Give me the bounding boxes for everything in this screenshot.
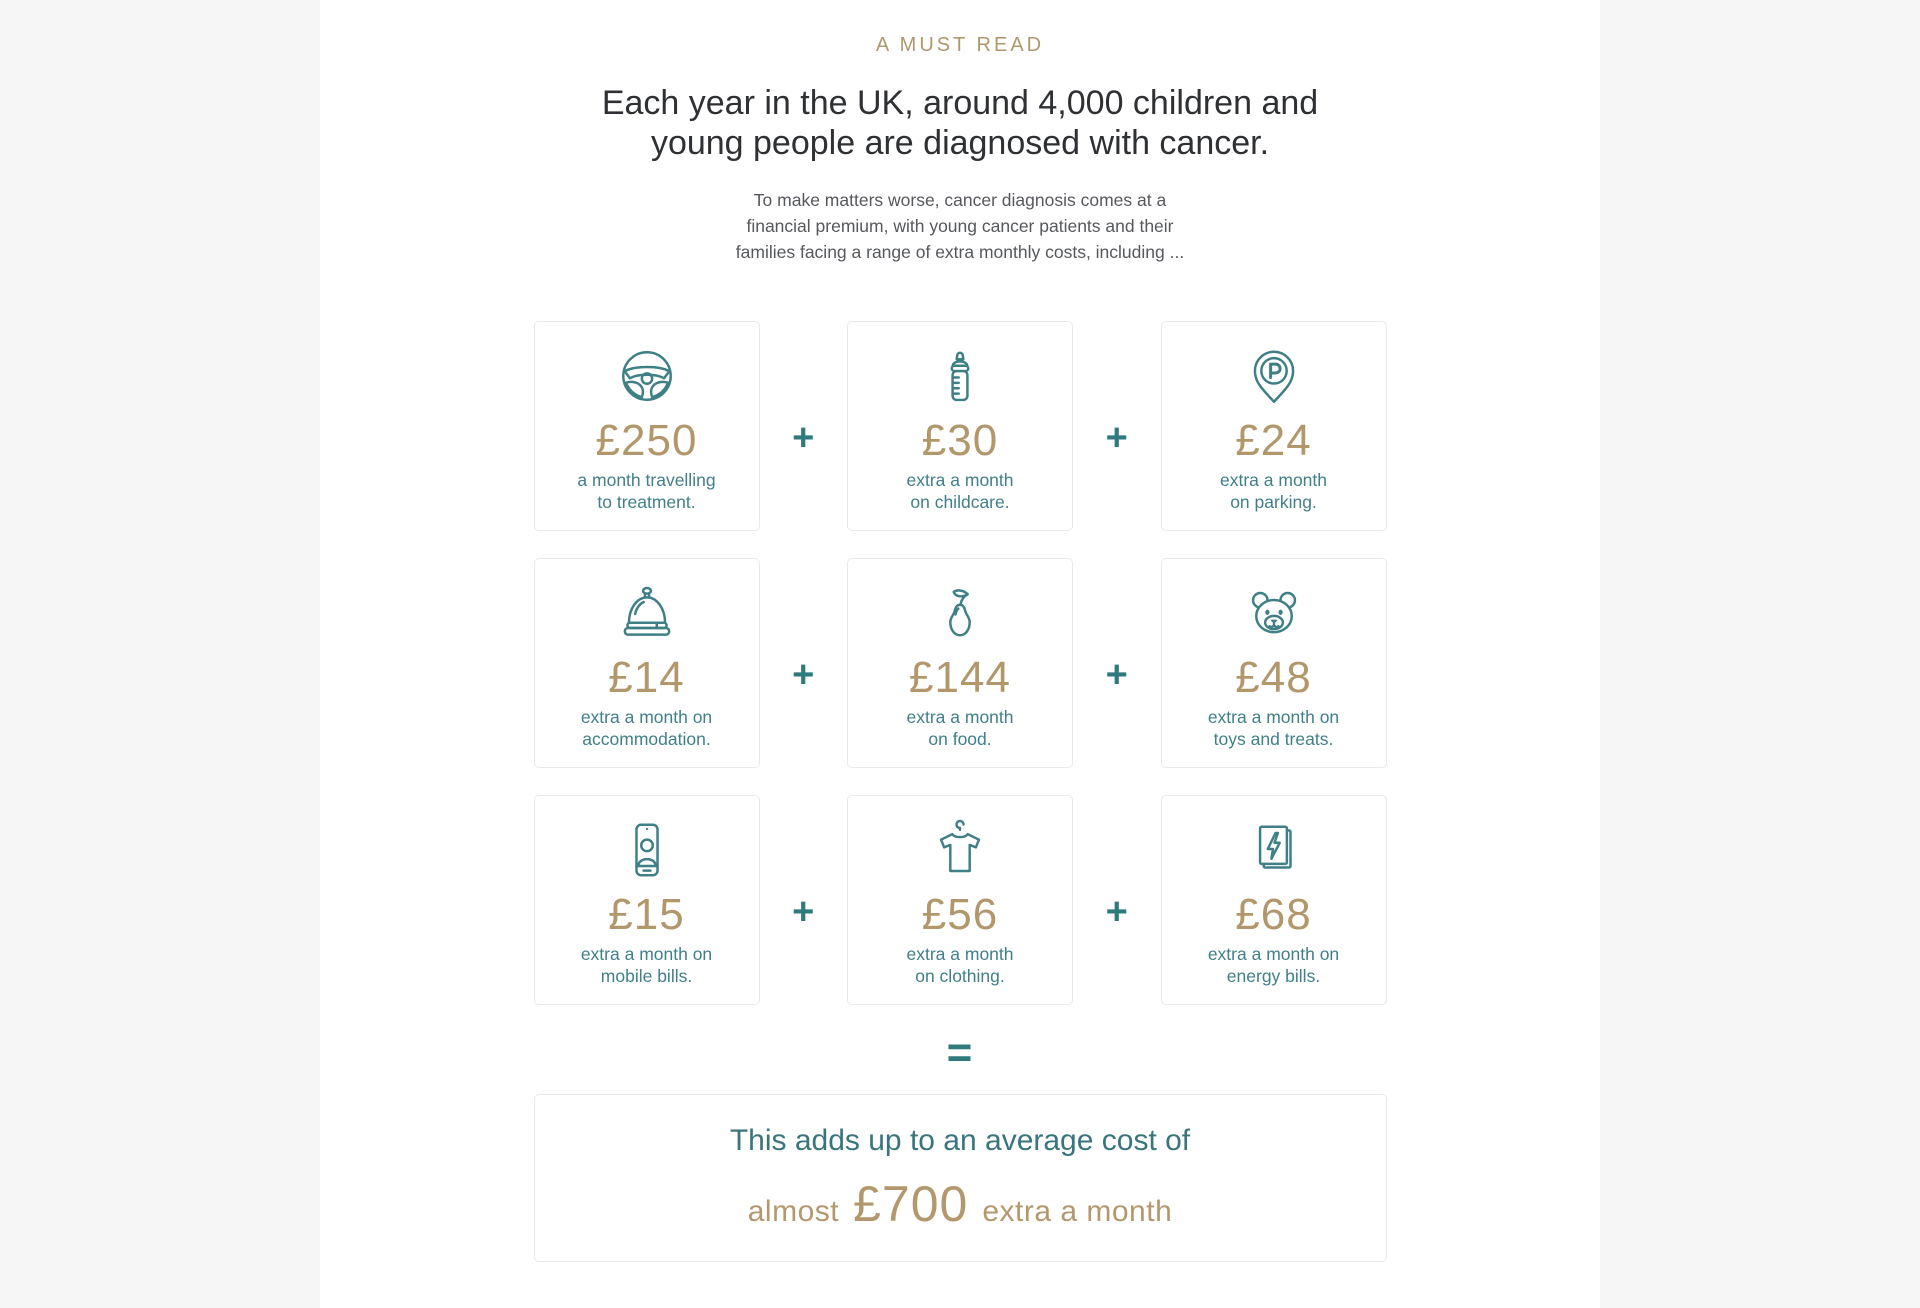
cost-description-line1: extra a month on bbox=[1207, 944, 1340, 964]
cost-description bbox=[535, 943, 759, 987]
cost-description-line1: extra a month on bbox=[580, 944, 713, 964]
cost-description bbox=[1162, 943, 1386, 987]
cost-card-icon-box bbox=[848, 342, 1072, 410]
page-subtitle bbox=[320, 187, 1600, 265]
cost-description-line1: extra a month bbox=[906, 707, 1014, 727]
service-bell-icon bbox=[614, 580, 680, 646]
cost-card-icon-box bbox=[848, 579, 1072, 647]
cost-card-icon-box bbox=[1162, 579, 1386, 647]
page-title-line2: young people are diagnosed with cancer. bbox=[650, 124, 1270, 162]
page-subtitle-line3: families facing a range of extra monthly costs, including ... bbox=[735, 242, 1185, 262]
cost-card-icon-box bbox=[535, 342, 759, 410]
cost-description bbox=[848, 943, 1072, 987]
mobile-phone-icon bbox=[614, 817, 680, 883]
cost-description bbox=[535, 469, 759, 513]
cost-description-line1: extra a month on bbox=[580, 707, 713, 727]
parking-pin-icon bbox=[1241, 343, 1307, 409]
cost-description-line2: energy bills. bbox=[1226, 966, 1321, 986]
cost-description-line2: on clothing. bbox=[915, 966, 1005, 986]
plus-operator: + bbox=[792, 654, 815, 696]
cost-amount: £15 bbox=[608, 890, 685, 939]
total-suffix: extra a month bbox=[982, 1194, 1173, 1228]
cost-grid bbox=[534, 321, 1387, 1005]
cost-card-travel bbox=[534, 321, 760, 531]
eyebrow-label: A MUST READ bbox=[875, 34, 1045, 56]
cost-description-line1: extra a month bbox=[906, 944, 1014, 964]
cost-card-icon-box bbox=[1162, 816, 1386, 884]
cost-description-line2: on parking. bbox=[1230, 492, 1317, 512]
cost-description-line2: to treatment. bbox=[597, 492, 696, 512]
cost-grid-row-1 bbox=[534, 321, 1387, 531]
cost-description-line1: extra a month on bbox=[1207, 707, 1340, 727]
cost-amount: £14 bbox=[608, 653, 685, 702]
cost-description-line1: a month travelling bbox=[577, 470, 716, 490]
cost-card-accommodation bbox=[534, 558, 760, 768]
tshirt-hanger-icon bbox=[927, 817, 993, 883]
plus-operator: + bbox=[1105, 891, 1128, 933]
cost-amount: £48 bbox=[1235, 653, 1312, 702]
equals-operator: = bbox=[946, 1028, 974, 1077]
cost-description-line2: on childcare. bbox=[910, 492, 1010, 512]
plus-operator: + bbox=[792, 417, 815, 459]
energy-bill-icon bbox=[1241, 817, 1307, 883]
cost-description-line2: mobile bills. bbox=[600, 966, 693, 986]
cost-description bbox=[848, 469, 1072, 513]
cost-card-mobile bbox=[534, 795, 760, 1005]
cost-description-line2: accommodation. bbox=[582, 729, 711, 749]
cost-description-line1: extra a month bbox=[1220, 470, 1327, 490]
baby-bottle-icon bbox=[927, 343, 993, 409]
page-title bbox=[320, 83, 1600, 163]
content-panel bbox=[320, 0, 1600, 1308]
total-amount-line bbox=[748, 1175, 1173, 1233]
cost-card-icon-box bbox=[848, 816, 1072, 884]
total-card bbox=[534, 1094, 1387, 1262]
cost-description-line2: on food. bbox=[928, 729, 992, 749]
cost-description bbox=[535, 706, 759, 750]
cost-card-food bbox=[847, 558, 1073, 768]
plus-operator: + bbox=[1105, 417, 1128, 459]
cost-card-icon-box bbox=[1162, 342, 1386, 410]
total-amount: £700 bbox=[853, 1175, 969, 1232]
cost-card-energy bbox=[1161, 795, 1387, 1005]
cost-card-toys bbox=[1161, 558, 1387, 768]
cost-amount: £24 bbox=[1235, 416, 1312, 465]
cost-card-childcare bbox=[847, 321, 1073, 531]
steering-wheel-icon bbox=[614, 343, 680, 409]
pear-icon bbox=[927, 580, 993, 646]
cost-description bbox=[1162, 469, 1386, 513]
page-subtitle-line1: To make matters worse, cancer diagnosis comes at a bbox=[753, 190, 1167, 210]
cost-amount: £30 bbox=[921, 416, 999, 465]
cost-amount: £250 bbox=[595, 416, 698, 465]
cost-card-icon-box bbox=[535, 816, 759, 884]
total-prefix: almost bbox=[747, 1194, 840, 1228]
page-title-line1: Each year in the UK, around 4,000 children and bbox=[601, 84, 1319, 122]
plus-operator: + bbox=[1105, 654, 1128, 696]
cost-amount: £68 bbox=[1235, 890, 1312, 939]
cost-card-clothing bbox=[847, 795, 1073, 1005]
cost-amount: £56 bbox=[921, 890, 999, 939]
cost-amount: £144 bbox=[909, 653, 1011, 702]
cost-description bbox=[1162, 706, 1386, 750]
cost-description bbox=[848, 706, 1072, 750]
cost-grid-row-3 bbox=[534, 795, 1387, 1005]
page-subtitle-line2: financial premium, with young cancer patients and their bbox=[746, 216, 1174, 236]
cost-description-line2: toys and treats. bbox=[1213, 729, 1334, 749]
teddy-bear-icon bbox=[1241, 580, 1307, 646]
cost-card-parking bbox=[1161, 321, 1387, 531]
cost-description-line1: extra a month bbox=[906, 470, 1014, 490]
plus-operator: + bbox=[792, 891, 815, 933]
total-intro: This adds up to an average cost of bbox=[729, 1123, 1191, 1157]
cost-card-icon-box bbox=[535, 579, 759, 647]
cost-grid-row-2 bbox=[534, 558, 1387, 768]
